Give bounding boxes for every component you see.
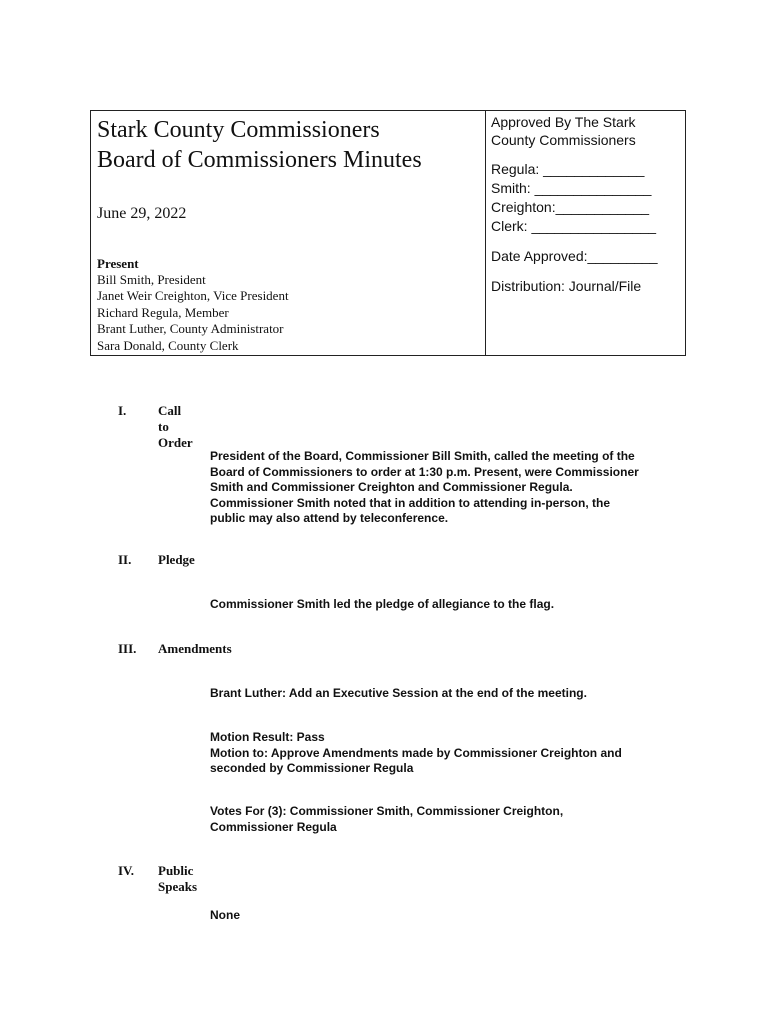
header-box [90, 110, 686, 356]
paragraph-line: Motion to: Approve Amendments made by Commissioner Creighton and [210, 745, 622, 760]
section-title: Call to Order [158, 403, 193, 450]
distribution: Distribution: Journal/File [491, 278, 642, 294]
section-title: Pledge [158, 552, 195, 567]
paragraph-line: Votes For (3): Commissioner Smith, Commissioner Creighton, [210, 804, 564, 818]
paragraph-line: Commissioner Regula [210, 819, 337, 834]
title-line-1: Stark County Commissioners [97, 117, 380, 143]
present-item: Brant Luther, County Administrator [97, 321, 284, 337]
document-title [97, 115, 477, 175]
section-number: III. [118, 641, 137, 656]
section-paragraph [210, 686, 680, 702]
paragraph-line: None [210, 908, 240, 922]
header-right [491, 113, 681, 294]
paragraph-line: President of the Board, Commissioner Bill Smith, called the meeting of the [210, 449, 635, 463]
present-item: Bill Smith, President [97, 272, 206, 287]
paragraph-line: Commissioner Smith noted that in addition to attending in-person, the [210, 495, 610, 510]
paragraph-line: seconded by Commissioner Regula [210, 761, 414, 775]
meeting-date: June 29, 2022 [97, 205, 187, 222]
signature-lines [491, 160, 681, 236]
section-paragraph [210, 804, 680, 835]
approved-by [491, 113, 681, 149]
section-paragraph [210, 730, 680, 777]
approved-line-2: County Commissioners [491, 132, 636, 148]
signature-line: Creighton:____________ [491, 199, 650, 215]
signature-line: Clerk: ________________ [491, 218, 657, 234]
present-item: Janet Weir Creighton, Vice President [97, 288, 289, 304]
paragraph-line: Commissioner Smith led the pledge of allegiance to the flag. [210, 597, 555, 611]
paragraph-line: Board of Commissioners to order at 1:30 p.m. Present, were Commissioner [210, 464, 639, 479]
section-number: II. [118, 552, 132, 567]
section-number: IV. [118, 863, 135, 878]
section-number: I. [118, 403, 127, 418]
approved-line-1: Approved By The Stark [491, 114, 636, 130]
header-divider [485, 111, 486, 355]
signature-line: Smith: _______________ [491, 180, 652, 196]
present-item: Richard Regula, Member [97, 304, 229, 320]
present-list [97, 272, 477, 354]
paragraph-line: public may also attend by teleconference. [210, 511, 449, 525]
section-paragraph [210, 597, 680, 613]
section-paragraph [210, 908, 680, 924]
section-paragraph [210, 449, 680, 527]
date-approved: Date Approved:_________ [491, 248, 658, 264]
present-heading: Present [97, 256, 139, 271]
signature-line: Regula: _____________ [491, 161, 645, 177]
present-item: Sara Donald, County Clerk [97, 337, 239, 353]
section-title: Public Speaks [158, 863, 198, 894]
header-left [97, 115, 477, 354]
paragraph-line: Motion Result: Pass [210, 730, 325, 744]
section-title: Amendments [158, 641, 232, 656]
paragraph-line: Smith and Commissioner Creighton and Commissioner Regula. [210, 480, 573, 494]
title-line-2: Board of Commissioners Minutes [97, 147, 422, 173]
paragraph-line: Brant Luther: Add an Executive Session at the end of the meeting. [210, 686, 587, 700]
